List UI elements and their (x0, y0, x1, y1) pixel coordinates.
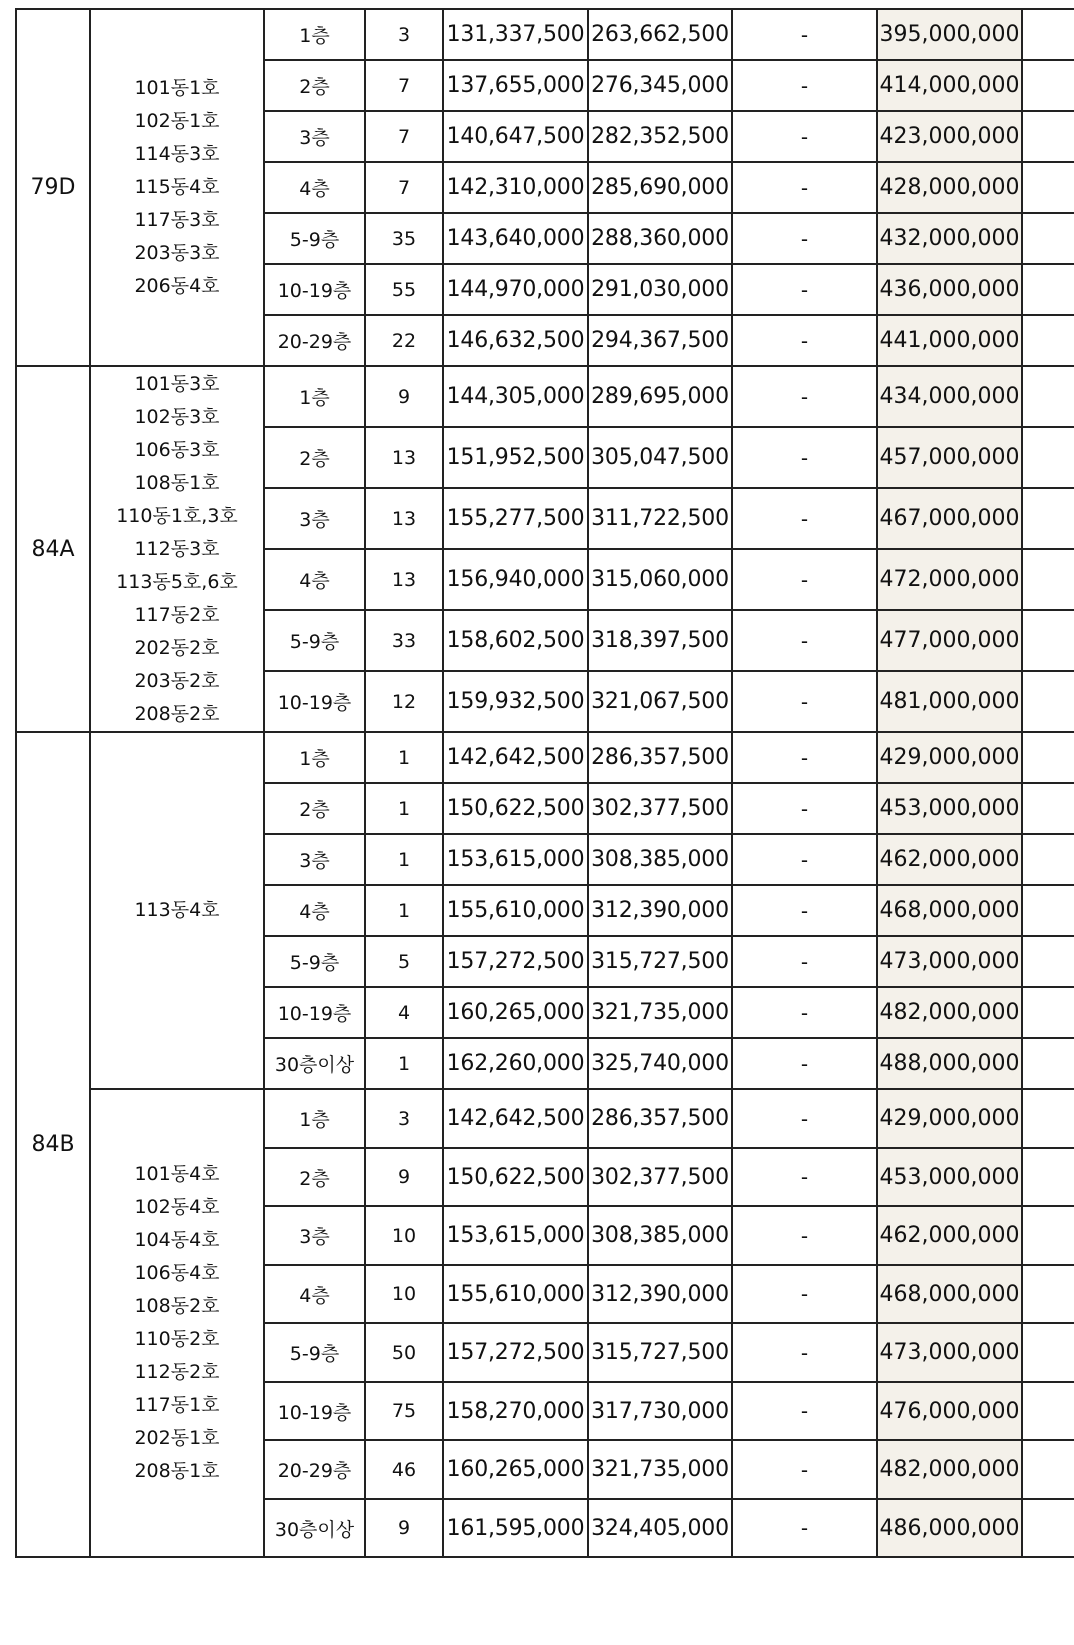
floor-range: 3층 (264, 111, 365, 162)
next-column-edge (1022, 1382, 1074, 1440)
unit-entry: 106동3호 (134, 438, 220, 461)
land-price: 160,265,000 (443, 987, 588, 1038)
vat-amount: - (732, 1148, 877, 1206)
unit-count: 35 (365, 213, 443, 264)
next-column-edge (1022, 488, 1074, 549)
unit-count: 4 (365, 987, 443, 1038)
unit-count: 1 (365, 885, 443, 936)
building-price: 312,390,000 (588, 1265, 732, 1323)
floor-range: 2층 (264, 60, 365, 111)
unit-count: 3 (365, 9, 443, 60)
floor-range: 2층 (264, 783, 365, 834)
unit-count: 9 (365, 1499, 443, 1557)
unit-entry: 101동3호 (134, 372, 220, 395)
vat-amount: - (732, 366, 877, 427)
floor-range: 4층 (264, 885, 365, 936)
vat-amount: - (732, 732, 877, 783)
unit-count: 13 (365, 488, 443, 549)
vat-amount: - (732, 1265, 877, 1323)
building-price: 321,067,500 (588, 671, 732, 732)
building-price: 286,357,500 (588, 732, 732, 783)
building-price: 305,047,500 (588, 427, 732, 488)
unit-type: 84B (16, 732, 90, 1557)
next-column-edge (1022, 987, 1074, 1038)
table-row (16, 9, 1074, 60)
unit-entry: 202동2호 (134, 636, 220, 659)
unit-count: 13 (365, 549, 443, 610)
unit-count: 3 (365, 1089, 443, 1148)
land-price: 155,610,000 (443, 1265, 588, 1323)
unit-count: 46 (365, 1440, 443, 1499)
land-price: 131,337,500 (443, 9, 588, 60)
next-column-edge (1022, 315, 1074, 366)
floor-range: 10-19층 (264, 987, 365, 1038)
total-price: 486,000,000 (877, 1499, 1022, 1557)
unit-count: 13 (365, 427, 443, 488)
total-price: 488,000,000 (877, 1038, 1022, 1089)
next-column-edge (1022, 1323, 1074, 1382)
unit-entry: 208동2호 (134, 702, 220, 725)
vat-amount: - (732, 1038, 877, 1089)
next-column-edge (1022, 885, 1074, 936)
next-column-edge (1022, 732, 1074, 783)
total-price: 472,000,000 (877, 549, 1022, 610)
unit-entry: 203동3호 (134, 242, 220, 264)
next-column-edge (1022, 783, 1074, 834)
next-column-edge (1022, 111, 1074, 162)
vat-amount: - (732, 9, 877, 60)
unit-entry: 113동5호,6호 (116, 570, 238, 593)
unit-entry: 106동4호 (134, 1262, 220, 1284)
unit-entry: 115동4호 (134, 176, 220, 198)
land-price: 146,632,500 (443, 315, 588, 366)
total-price: 477,000,000 (877, 610, 1022, 671)
unit-list (90, 1089, 264, 1557)
floor-range: 1층 (264, 1089, 365, 1148)
unit-count: 75 (365, 1382, 443, 1440)
vat-amount: - (732, 1206, 877, 1265)
unit-entry: 101동1호 (134, 77, 220, 99)
unit-count: 1 (365, 783, 443, 834)
vat-amount: - (732, 671, 877, 732)
next-column-edge (1022, 1089, 1074, 1148)
unit-entry: 113동4호 (134, 899, 220, 921)
land-price: 159,932,500 (443, 671, 588, 732)
total-price: 482,000,000 (877, 987, 1022, 1038)
total-price: 467,000,000 (877, 488, 1022, 549)
vat-amount: - (732, 213, 877, 264)
floor-range: 30층이상 (264, 1038, 365, 1089)
unit-count: 7 (365, 111, 443, 162)
next-column-edge (1022, 9, 1074, 60)
unit-entry: 117동2호 (134, 603, 220, 626)
unit-count: 7 (365, 60, 443, 111)
next-column-edge (1022, 834, 1074, 885)
vat-amount: - (732, 315, 877, 366)
building-price: 302,377,500 (588, 783, 732, 834)
next-column-edge (1022, 1265, 1074, 1323)
vat-amount: - (732, 1089, 877, 1148)
total-price: 473,000,000 (877, 936, 1022, 987)
land-price: 143,640,000 (443, 213, 588, 264)
unit-entry: 203동2호 (134, 669, 220, 692)
next-column-edge (1022, 936, 1074, 987)
next-column-edge (1022, 671, 1074, 732)
floor-range: 3층 (264, 834, 365, 885)
unit-type: 84A (16, 366, 90, 732)
next-column-edge (1022, 1148, 1074, 1206)
floor-range: 10-19층 (264, 264, 365, 315)
floor-range: 2층 (264, 427, 365, 488)
land-price: 137,655,000 (443, 60, 588, 111)
price-table (15, 8, 1074, 1558)
unit-count: 1 (365, 732, 443, 783)
vat-amount: - (732, 549, 877, 610)
unit-count: 5 (365, 936, 443, 987)
unit-entry: 117동3호 (134, 209, 220, 231)
unit-entry: 110동2호 (134, 1328, 220, 1350)
building-price: 321,735,000 (588, 987, 732, 1038)
unit-count: 10 (365, 1265, 443, 1323)
building-price: 288,360,000 (588, 213, 732, 264)
land-price: 150,622,500 (443, 1148, 588, 1206)
unit-type: 79D (16, 9, 90, 366)
building-price: 321,735,000 (588, 1440, 732, 1499)
building-price: 315,727,500 (588, 936, 732, 987)
land-price: 161,595,000 (443, 1499, 588, 1557)
building-price: 289,695,000 (588, 366, 732, 427)
total-price: 468,000,000 (877, 885, 1022, 936)
floor-range: 2층 (264, 1148, 365, 1206)
unit-entry: 102동4호 (134, 1196, 220, 1218)
total-price: 476,000,000 (877, 1382, 1022, 1440)
building-price: 325,740,000 (588, 1038, 732, 1089)
building-price: 282,352,500 (588, 111, 732, 162)
unit-entry: 112동2호 (134, 1361, 220, 1383)
vat-amount: - (732, 987, 877, 1038)
land-price: 157,272,500 (443, 1323, 588, 1382)
building-price: 294,367,500 (588, 315, 732, 366)
building-price: 317,730,000 (588, 1382, 732, 1440)
floor-range: 10-19층 (264, 1382, 365, 1440)
building-price: 286,357,500 (588, 1089, 732, 1148)
unit-count: 10 (365, 1206, 443, 1265)
unit-count: 22 (365, 315, 443, 366)
building-price: 285,690,000 (588, 162, 732, 213)
unit-entry: 110동1호,3호 (116, 504, 238, 527)
vat-amount: - (732, 783, 877, 834)
unit-list (90, 732, 264, 1089)
unit-entry: 108동1호 (134, 471, 220, 494)
building-price: 311,722,500 (588, 488, 732, 549)
unit-list (90, 9, 264, 366)
unit-entry: 101동4호 (134, 1163, 220, 1185)
land-price: 162,260,000 (443, 1038, 588, 1089)
floor-range: 20-29층 (264, 315, 365, 366)
vat-amount: - (732, 834, 877, 885)
vat-amount: - (732, 1499, 877, 1557)
building-price: 315,727,500 (588, 1323, 732, 1382)
next-column-edge (1022, 1206, 1074, 1265)
land-price: 155,610,000 (443, 885, 588, 936)
unit-count: 50 (365, 1323, 443, 1382)
building-price: 291,030,000 (588, 264, 732, 315)
land-price: 151,952,500 (443, 427, 588, 488)
floor-range: 1층 (264, 366, 365, 427)
floor-range: 1층 (264, 9, 365, 60)
total-price: 462,000,000 (877, 1206, 1022, 1265)
next-column-edge (1022, 162, 1074, 213)
next-column-edge (1022, 1038, 1074, 1089)
land-price: 158,270,000 (443, 1382, 588, 1440)
total-price: 468,000,000 (877, 1265, 1022, 1323)
vat-amount: - (732, 111, 877, 162)
vat-amount: - (732, 488, 877, 549)
land-price: 142,310,000 (443, 162, 588, 213)
vat-amount: - (732, 936, 877, 987)
vat-amount: - (732, 162, 877, 213)
next-column-edge (1022, 213, 1074, 264)
building-price: 308,385,000 (588, 1206, 732, 1265)
total-price: 432,000,000 (877, 213, 1022, 264)
land-price: 156,940,000 (443, 549, 588, 610)
unit-entry: 114동3호 (134, 143, 220, 165)
floor-range: 5-9층 (264, 1323, 365, 1382)
vat-amount: - (732, 60, 877, 111)
next-column-edge (1022, 1440, 1074, 1499)
land-price: 142,642,500 (443, 1089, 588, 1148)
land-price: 153,615,000 (443, 1206, 588, 1265)
land-price: 144,970,000 (443, 264, 588, 315)
building-price: 312,390,000 (588, 885, 732, 936)
table-row (16, 732, 1074, 783)
unit-count: 7 (365, 162, 443, 213)
unit-entry: 108동2호 (134, 1295, 220, 1317)
vat-amount: - (732, 1382, 877, 1440)
next-column-edge (1022, 549, 1074, 610)
total-price: 462,000,000 (877, 834, 1022, 885)
land-price: 158,602,500 (443, 610, 588, 671)
unit-count: 1 (365, 1038, 443, 1089)
total-price: 453,000,000 (877, 1148, 1022, 1206)
unit-entry: 102동1호 (134, 110, 220, 132)
next-column-edge (1022, 60, 1074, 111)
total-price: 434,000,000 (877, 366, 1022, 427)
floor-range: 30층이상 (264, 1499, 365, 1557)
building-price: 324,405,000 (588, 1499, 732, 1557)
building-price: 276,345,000 (588, 60, 732, 111)
floor-range: 20-29층 (264, 1440, 365, 1499)
land-price: 157,272,500 (443, 936, 588, 987)
floor-range: 5-9층 (264, 610, 365, 671)
vat-amount: - (732, 610, 877, 671)
floor-range: 10-19층 (264, 671, 365, 732)
unit-count: 33 (365, 610, 443, 671)
total-price: 429,000,000 (877, 732, 1022, 783)
land-price: 142,642,500 (443, 732, 588, 783)
total-price: 429,000,000 (877, 1089, 1022, 1148)
unit-entry: 208동1호 (134, 1460, 220, 1482)
floor-range: 4층 (264, 549, 365, 610)
land-price: 144,305,000 (443, 366, 588, 427)
next-column-edge (1022, 427, 1074, 488)
land-price: 160,265,000 (443, 1440, 588, 1499)
unit-entry: 202동1호 (134, 1427, 220, 1449)
unit-list (90, 366, 264, 732)
unit-entry: 112동3호 (134, 537, 220, 560)
total-price: 414,000,000 (877, 60, 1022, 111)
total-price: 481,000,000 (877, 671, 1022, 732)
building-price: 315,060,000 (588, 549, 732, 610)
total-price: 436,000,000 (877, 264, 1022, 315)
total-price: 395,000,000 (877, 9, 1022, 60)
floor-range: 4층 (264, 162, 365, 213)
total-price: 482,000,000 (877, 1440, 1022, 1499)
table-row (16, 1089, 1074, 1148)
unit-count: 9 (365, 1148, 443, 1206)
floor-range: 5-9층 (264, 936, 365, 987)
price-table-body (16, 9, 1074, 1557)
unit-count: 55 (365, 264, 443, 315)
vat-amount: - (732, 1323, 877, 1382)
vat-amount: - (732, 264, 877, 315)
unit-entry: 206동4호 (134, 275, 220, 297)
floor-range: 4층 (264, 1265, 365, 1323)
building-price: 263,662,500 (588, 9, 732, 60)
total-price: 423,000,000 (877, 111, 1022, 162)
unit-entry: 117동1호 (134, 1394, 220, 1416)
next-column-edge (1022, 1499, 1074, 1557)
total-price: 428,000,000 (877, 162, 1022, 213)
total-price: 453,000,000 (877, 783, 1022, 834)
total-price: 457,000,000 (877, 427, 1022, 488)
table-row (16, 366, 1074, 427)
floor-range: 1층 (264, 732, 365, 783)
unit-count: 1 (365, 834, 443, 885)
unit-count: 9 (365, 366, 443, 427)
total-price: 441,000,000 (877, 315, 1022, 366)
vat-amount: - (732, 885, 877, 936)
floor-range: 5-9층 (264, 213, 365, 264)
land-price: 155,277,500 (443, 488, 588, 549)
building-price: 302,377,500 (588, 1148, 732, 1206)
building-price: 308,385,000 (588, 834, 732, 885)
vat-amount: - (732, 427, 877, 488)
unit-entry: 104동4호 (134, 1229, 220, 1251)
land-price: 150,622,500 (443, 783, 588, 834)
unit-entry: 102동3호 (134, 405, 220, 428)
next-column-edge (1022, 610, 1074, 671)
land-price: 140,647,500 (443, 111, 588, 162)
floor-range: 3층 (264, 488, 365, 549)
next-column-edge (1022, 366, 1074, 427)
floor-range: 3층 (264, 1206, 365, 1265)
next-column-edge (1022, 264, 1074, 315)
vat-amount: - (732, 1440, 877, 1499)
land-price: 153,615,000 (443, 834, 588, 885)
building-price: 318,397,500 (588, 610, 732, 671)
total-price: 473,000,000 (877, 1323, 1022, 1382)
unit-count: 12 (365, 671, 443, 732)
